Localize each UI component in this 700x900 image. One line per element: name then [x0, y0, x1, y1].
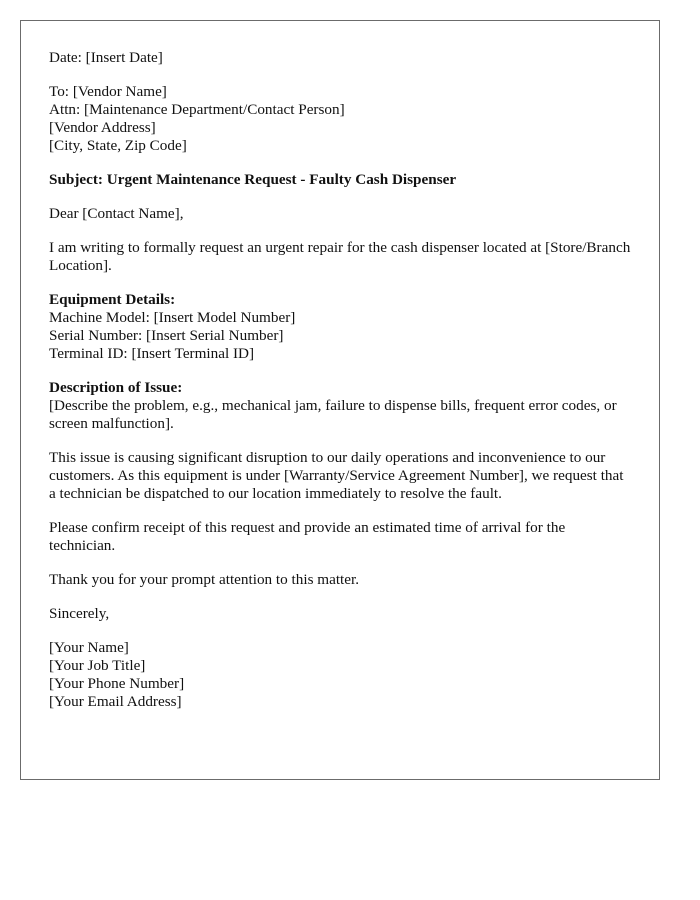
signature-name: [Your Name] [49, 639, 129, 656]
machine-model: Machine Model: [Insert Model Number] [49, 309, 296, 326]
confirm-text: Please confirm receipt of this request and provide an estimated time of arrival for the technician. [49, 519, 566, 554]
impact-paragraph [49, 449, 631, 503]
issue-text: [Describe the problem, e.g., mechanical jam, failure to dispense bills, frequent error codes, or screen malfunction]. [49, 397, 617, 432]
equipment-heading: Equipment Details: [49, 291, 176, 308]
subject-text: Subject: Urgent Maintenance Request - Faulty Cash Dispenser [49, 171, 457, 188]
letter-page [20, 20, 660, 780]
signature-phone: [Your Phone Number] [49, 675, 185, 692]
equipment-details [49, 291, 631, 363]
salutation [49, 205, 631, 223]
issue-heading: Description of Issue: [49, 379, 183, 396]
impact-text: This issue is causing significant disruption to our daily operations and inconvenience to our customers. As this equipment is under [Warranty/Service Agreement Number], we request that a technician be dispatched to our location immediately to resolve the fault. [49, 449, 624, 502]
date-text: Date: [Insert Date] [49, 49, 163, 66]
terminal-id: Terminal ID: [Insert Terminal ID] [49, 345, 255, 362]
recipient-city: [City, State, Zip Code] [49, 137, 187, 154]
confirm-paragraph [49, 519, 631, 555]
signature-email: [Your Email Address] [49, 693, 182, 710]
date-line [49, 49, 631, 67]
signature-block [49, 639, 631, 711]
subject-line [49, 171, 631, 189]
recipient-address: [Vendor Address] [49, 119, 156, 136]
closing-text: Sincerely, [49, 605, 110, 622]
issue-description [49, 379, 631, 433]
recipient-to: To: [Vendor Name] [49, 83, 167, 100]
thanks-text: Thank you for your prompt attention to this matter. [49, 571, 360, 588]
intro-paragraph [49, 239, 631, 275]
recipient-block [49, 83, 631, 155]
signature-title: [Your Job Title] [49, 657, 146, 674]
serial-number: Serial Number: [Insert Serial Number] [49, 327, 284, 344]
thanks-paragraph [49, 571, 631, 589]
intro-text: I am writing to formally request an urgent repair for the cash dispenser located at [Store/Branch Location]. [49, 239, 631, 274]
salutation-text: Dear [Contact Name], [49, 205, 184, 222]
closing [49, 605, 631, 623]
recipient-attn: Attn: [Maintenance Department/Contact Person] [49, 101, 345, 118]
